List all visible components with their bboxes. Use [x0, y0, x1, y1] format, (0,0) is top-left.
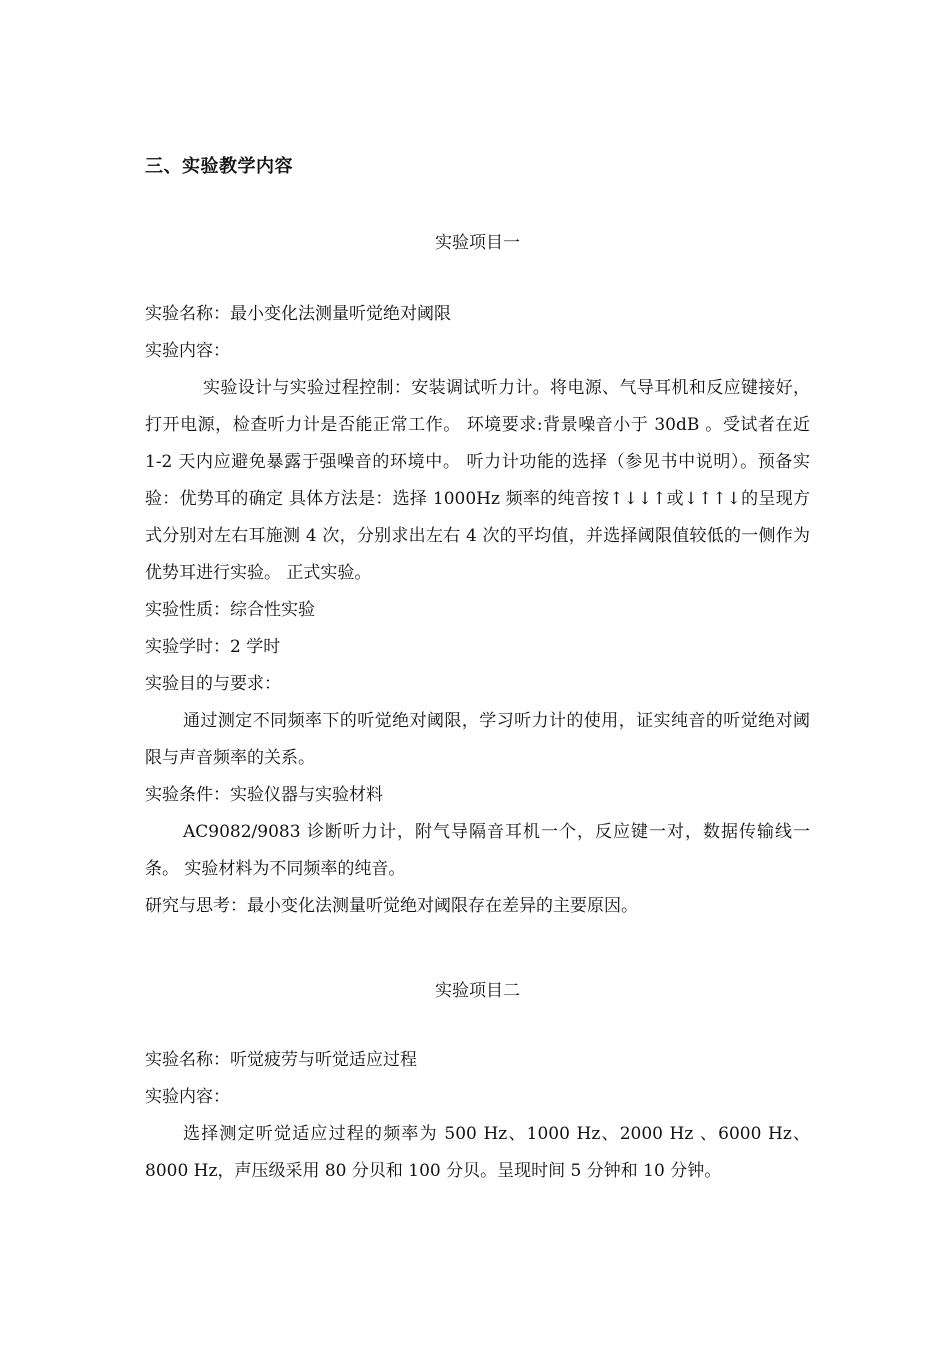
project1-research: 研究与思考：最小变化法测量听觉绝对阈限存在差异的主要原因。 [145, 896, 638, 916]
project1-name: 实验名称：最小变化法测量听觉绝对阈限 [145, 304, 451, 324]
project1-body [145, 296, 810, 925]
project2-name: 实验名称：听觉疲劳与听觉适应过程 [145, 1050, 417, 1070]
project1-content-text: 实验设计与实验过程控制：安装调试听力计。将电源、气导耳机和反应键接好，打开电源，检查听力计是否能正常工作。 环境要求:背景噪音小于 30dB 。受试者在近 1-2 天内应避免暴露于强噪音的环境中。 听力计功能的选择（参见书中说明）。预备实验：优势耳的确定 具体方法是：选择 1000Hz 频率的纯音按↑↓↓↑或↓↑↑↓的呈现方式分别对左右耳施测 4 次，分别求出左右 4 次的平均值，并选择阈限值较低的一侧作为优势耳进行实验。 正式实验。 [145, 378, 810, 583]
project2-title: 实验项目二 [435, 981, 520, 1001]
section-heading: 三、实验教学内容 [145, 156, 293, 177]
project1-title-block [145, 228, 810, 253]
project1-conditions: 实验条件：实验仪器与实验材料 [145, 785, 383, 805]
project1-purpose-text: 通过测定不同频率下的听觉绝对阈限，学习听力计的使用，证实纯音的听觉绝对阈限与声音频率的关系。 [145, 711, 810, 768]
project1-content-label: 实验内容： [145, 341, 230, 361]
project1-nature: 实验性质：综合性实验 [145, 600, 315, 620]
project1-title: 实验项目一 [435, 233, 520, 253]
project2-title-block [145, 976, 810, 1001]
project2-content-text: 选择测定听觉适应过程的频率为 500 Hz、1000 Hz、2000 Hz 、6000 Hz、8000 Hz，声压级采用 80 分贝和 100 分贝。呈现时间 5 分钟和 10 分钟。 [145, 1124, 810, 1181]
project1-conditions-text: AC9082/9083 诊断听力计，附气导隔音耳机一个，反应键一对，数据传输线一条。 实验材料为不同频率的纯音。 [145, 822, 810, 879]
project1-hours: 实验学时：2 学时 [145, 637, 281, 657]
project2-body [145, 1042, 810, 1190]
project1-purpose-label: 实验目的与要求： [145, 674, 281, 694]
project2-content-label: 实验内容： [145, 1087, 230, 1107]
